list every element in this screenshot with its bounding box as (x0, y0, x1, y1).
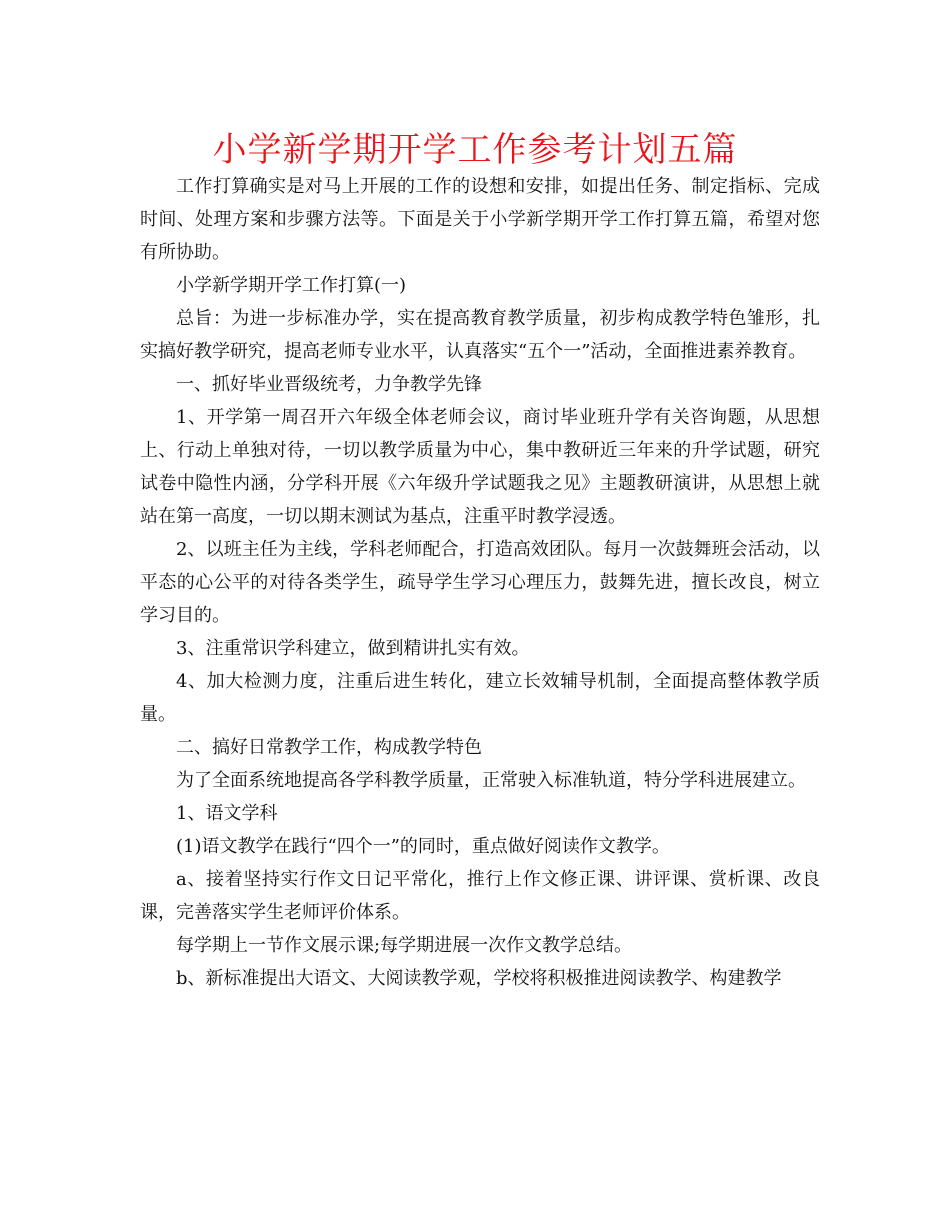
subjects-intro-paragraph: 为了全面系统地提高各学科教学质量，正常驶入标准轨道，特分学科进展建立。 (176, 770, 806, 791)
item-2-paragraph: 2、以班主任为主线，学科老师配合，打造高效团队。每月一次鼓舞班会活动，以平态的心公平的对待各类学生，疏导学生学习心理压力，鼓舞先进，擅长改良，树立学习目的。 (140, 539, 820, 626)
item-4-paragraph: 4、加大检测力度，注重后进生转化，建立长效辅导机制，全面提高整体教学质量。 (140, 671, 820, 725)
item-1-paragraph: 1、开学第一周召开六年级全体老师会议，商讨毕业班升学有关咨询题，从思想上、行动上单独对待，一切以教学质量为中心，集中教研近三年来的升学试题，研究试卷中隐性内涵，分学科开展《六年级升学试题我之见》主题教研演讲，从思想上就站在第一高度，一切以期末测试为基点，注重平时教学浸透。 (140, 407, 820, 527)
chinese-item-a-paragraph: a、接着坚持实行作文日记平常化，推行上作文修正课、讲评课、赏析课、改良课，完善落实学生老师评价体系。 (140, 869, 820, 923)
document-title: 小学新学期开学工作参考计划五篇 (212, 130, 738, 170)
purpose-paragraph: 总旨：为进一步标准办学，实在提高教育教学质量，初步构成教学特色雏形，扎实搞好教学研究，提高老师专业水平，认真落实“五个一”活动，全面推进素养教育。 (140, 308, 820, 362)
document-body (140, 170, 820, 995)
section-heading-plan-one: 小学新学期开学工作打算(一) (176, 275, 407, 296)
chinese-item-b-paragraph: b、新标准提出大语文、大阅读教学观，学校将积极推进阅读教学、构建教学 (176, 968, 782, 989)
chinese-item-1-paragraph: (1)语文教学在践行“四个一”的同时，重点做好阅读作文教学。 (176, 836, 670, 857)
heading-daily-teaching: 二、搞好日常教学工作，构成教学特色 (176, 737, 482, 758)
intro-paragraph: 工作打算确实是对马上开展的工作的设想和安排，如提出任务、制定指标、完成时间、处理方案和步骤方法等。下面是关于小学新学期开学工作打算五篇，希望对您有所协助。 (140, 176, 820, 263)
heading-graduation-exam: 一、抓好毕业晋级统考，力争教学先锋 (176, 374, 482, 395)
heading-chinese-subject: 1、语文学科 (176, 803, 278, 824)
chinese-item-a-followup: 每学期上一节作文展示课;每学期进展一次作文教学总结。 (176, 935, 633, 956)
item-3-paragraph: 3、注重常识学科建立，做到精讲扎实有效。 (176, 638, 530, 659)
